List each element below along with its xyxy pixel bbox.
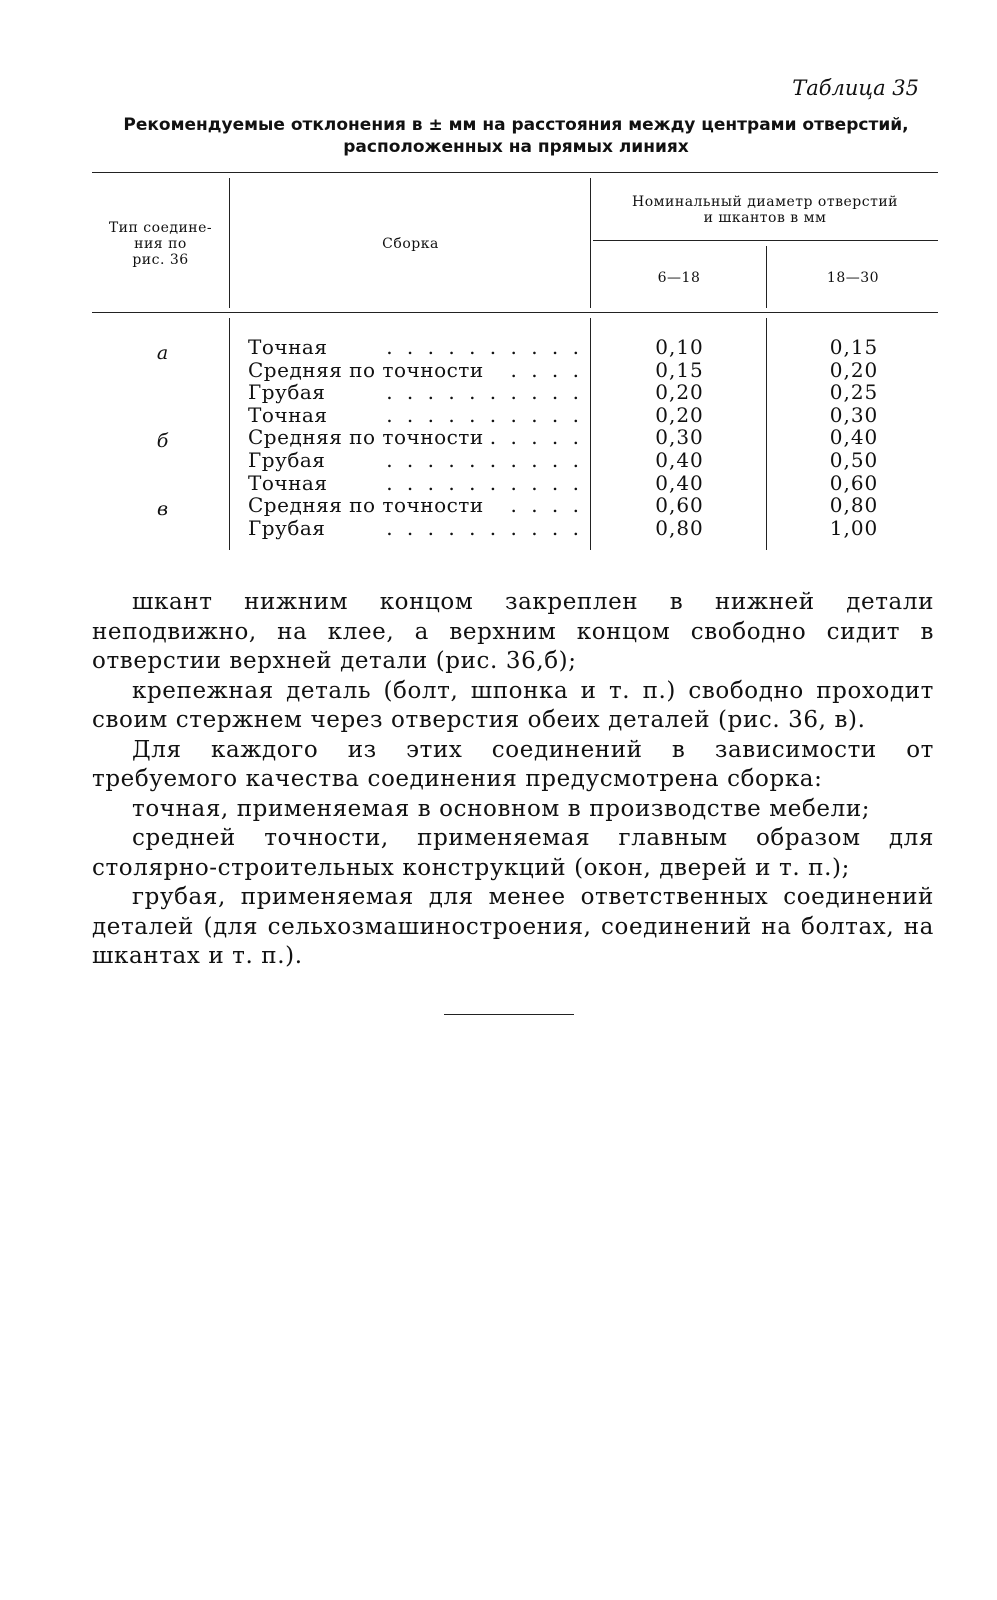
leader-dots: . . . . . . . . . . bbox=[386, 380, 583, 405]
table-title-line-1: Рекомендуемые отклонения в ± мм на расстояния между центрами отверстий, bbox=[123, 115, 909, 135]
leader-dots: . . . . . . . . . . bbox=[386, 402, 583, 427]
paragraph: шкант нижним концом закреплен в нижней детали неподвижно, на клее, а верхним концом свободно сидит в отверстии верхней детали (рис. 36,б); bbox=[92, 589, 934, 674]
type-label-b: б bbox=[156, 430, 169, 452]
value-18-30: 0,40 bbox=[829, 425, 879, 450]
header-type-line-2: ния по bbox=[134, 236, 187, 252]
section-end-rule bbox=[444, 1014, 574, 1015]
values-18-30-column bbox=[768, 336, 940, 539]
value-6-18: 0,40 bbox=[655, 470, 704, 495]
value-18-30: 1,00 bbox=[829, 515, 879, 540]
header-divider-3 bbox=[766, 246, 767, 308]
table-row bbox=[248, 336, 583, 359]
assembly-label: Грубая bbox=[248, 515, 326, 540]
table-row bbox=[248, 449, 583, 472]
value-6-18: 0,30 bbox=[655, 425, 704, 450]
value-18-30: 0,60 bbox=[829, 470, 879, 495]
table-row bbox=[248, 404, 583, 427]
header-range-1: 6—18 bbox=[657, 270, 701, 286]
table-caption: Таблица 35 bbox=[792, 76, 919, 100]
value-6-18: 0,15 bbox=[655, 357, 704, 382]
assembly-label: Точная bbox=[248, 470, 328, 495]
header-range-2: 18—30 bbox=[826, 270, 880, 286]
paragraph: крепежная деталь (болт, шпонка и т. п.) свободно проходит своим стержнем через отверстия обеих деталей (рис. 36, в). bbox=[92, 677, 934, 733]
table-row bbox=[248, 359, 583, 382]
value-6-18: 0,60 bbox=[655, 493, 704, 518]
table-row bbox=[248, 426, 583, 449]
body-text bbox=[92, 588, 934, 972]
value-6-18: 0,20 bbox=[655, 402, 704, 427]
value-18-30: 0,25 bbox=[829, 380, 879, 405]
leader-dots: . . . . bbox=[510, 493, 583, 518]
value-18-30: 0,50 bbox=[829, 447, 879, 472]
header-split-rule bbox=[593, 240, 938, 241]
leader-dots: . . . . . . . . . . bbox=[386, 515, 583, 540]
assembly-label: Точная bbox=[248, 402, 328, 427]
header-type bbox=[92, 220, 229, 268]
leader-dots: . . . . . . . . . . bbox=[386, 447, 583, 472]
value-6-18: 0,80 bbox=[655, 515, 704, 540]
table-title-line-2: расположенных на прямых линиях bbox=[343, 137, 689, 157]
value-6-18: 0,20 bbox=[655, 380, 704, 405]
assembly-label: Средняя по точности bbox=[248, 357, 484, 382]
body-divider-3 bbox=[766, 318, 767, 550]
type-label-v: в bbox=[156, 498, 169, 520]
value-18-30: 0,20 bbox=[829, 357, 879, 382]
assembly-label: Средняя по точности bbox=[248, 425, 484, 450]
header-divider-2 bbox=[590, 178, 591, 308]
header-diameter-line-1: Номинальный диаметр отверстий bbox=[632, 194, 898, 210]
table-row bbox=[248, 381, 583, 404]
assembly-label: Грубая bbox=[248, 447, 326, 472]
value-18-30: 0,30 bbox=[829, 402, 879, 427]
header-diameter-line-2: и шкантов в мм bbox=[703, 210, 827, 226]
value-6-18: 0,40 bbox=[655, 447, 704, 472]
paragraph: средней точности, применяемая главным образом для столярно-строительных конструкций (окон, дверей и т. п.); bbox=[92, 825, 934, 881]
header-diameter bbox=[592, 194, 938, 226]
body-divider-2 bbox=[590, 318, 591, 550]
assembly-label: Грубая bbox=[248, 380, 326, 405]
table-title bbox=[92, 114, 940, 158]
value-18-30: 0,15 bbox=[829, 335, 879, 359]
leader-dots: . . . . . bbox=[489, 425, 583, 450]
table-row bbox=[248, 494, 583, 517]
header-type-line-3: рис. 36 bbox=[132, 252, 189, 268]
assembly-label: Точная bbox=[248, 335, 328, 359]
header-type-line-1: Тип соедине- bbox=[108, 220, 213, 236]
leader-dots: . . . . . . . . . . bbox=[386, 335, 583, 359]
assembly-column bbox=[248, 336, 583, 539]
header-divider-1 bbox=[229, 178, 230, 308]
values-6-18-column bbox=[593, 336, 766, 539]
table-row bbox=[248, 472, 583, 495]
assembly-label: Средняя по точности bbox=[248, 493, 484, 518]
leader-dots: . . . . . . . . . . bbox=[386, 470, 583, 495]
header-assembly: Сборка bbox=[382, 236, 439, 252]
paragraph: грубая, применяемая для менее ответственных соединений деталей (для сельхозмашиностроения, соединений на болтах, на шкантах и т. п.). bbox=[92, 884, 934, 969]
paragraph: Для каждого из этих соединений в зависимости от требуемого качества соединения предусмотрена сборка: bbox=[92, 736, 934, 792]
table-top-rule bbox=[92, 172, 938, 173]
paragraph: точная, применяемая в основном в производстве мебели; bbox=[132, 795, 871, 822]
value-6-18: 0,10 bbox=[655, 335, 704, 359]
table-row bbox=[248, 517, 583, 540]
type-label-a: а bbox=[156, 342, 169, 364]
value-18-30: 0,80 bbox=[829, 493, 879, 518]
header-bottom-rule bbox=[92, 312, 938, 313]
leader-dots: . . . . bbox=[510, 357, 583, 382]
